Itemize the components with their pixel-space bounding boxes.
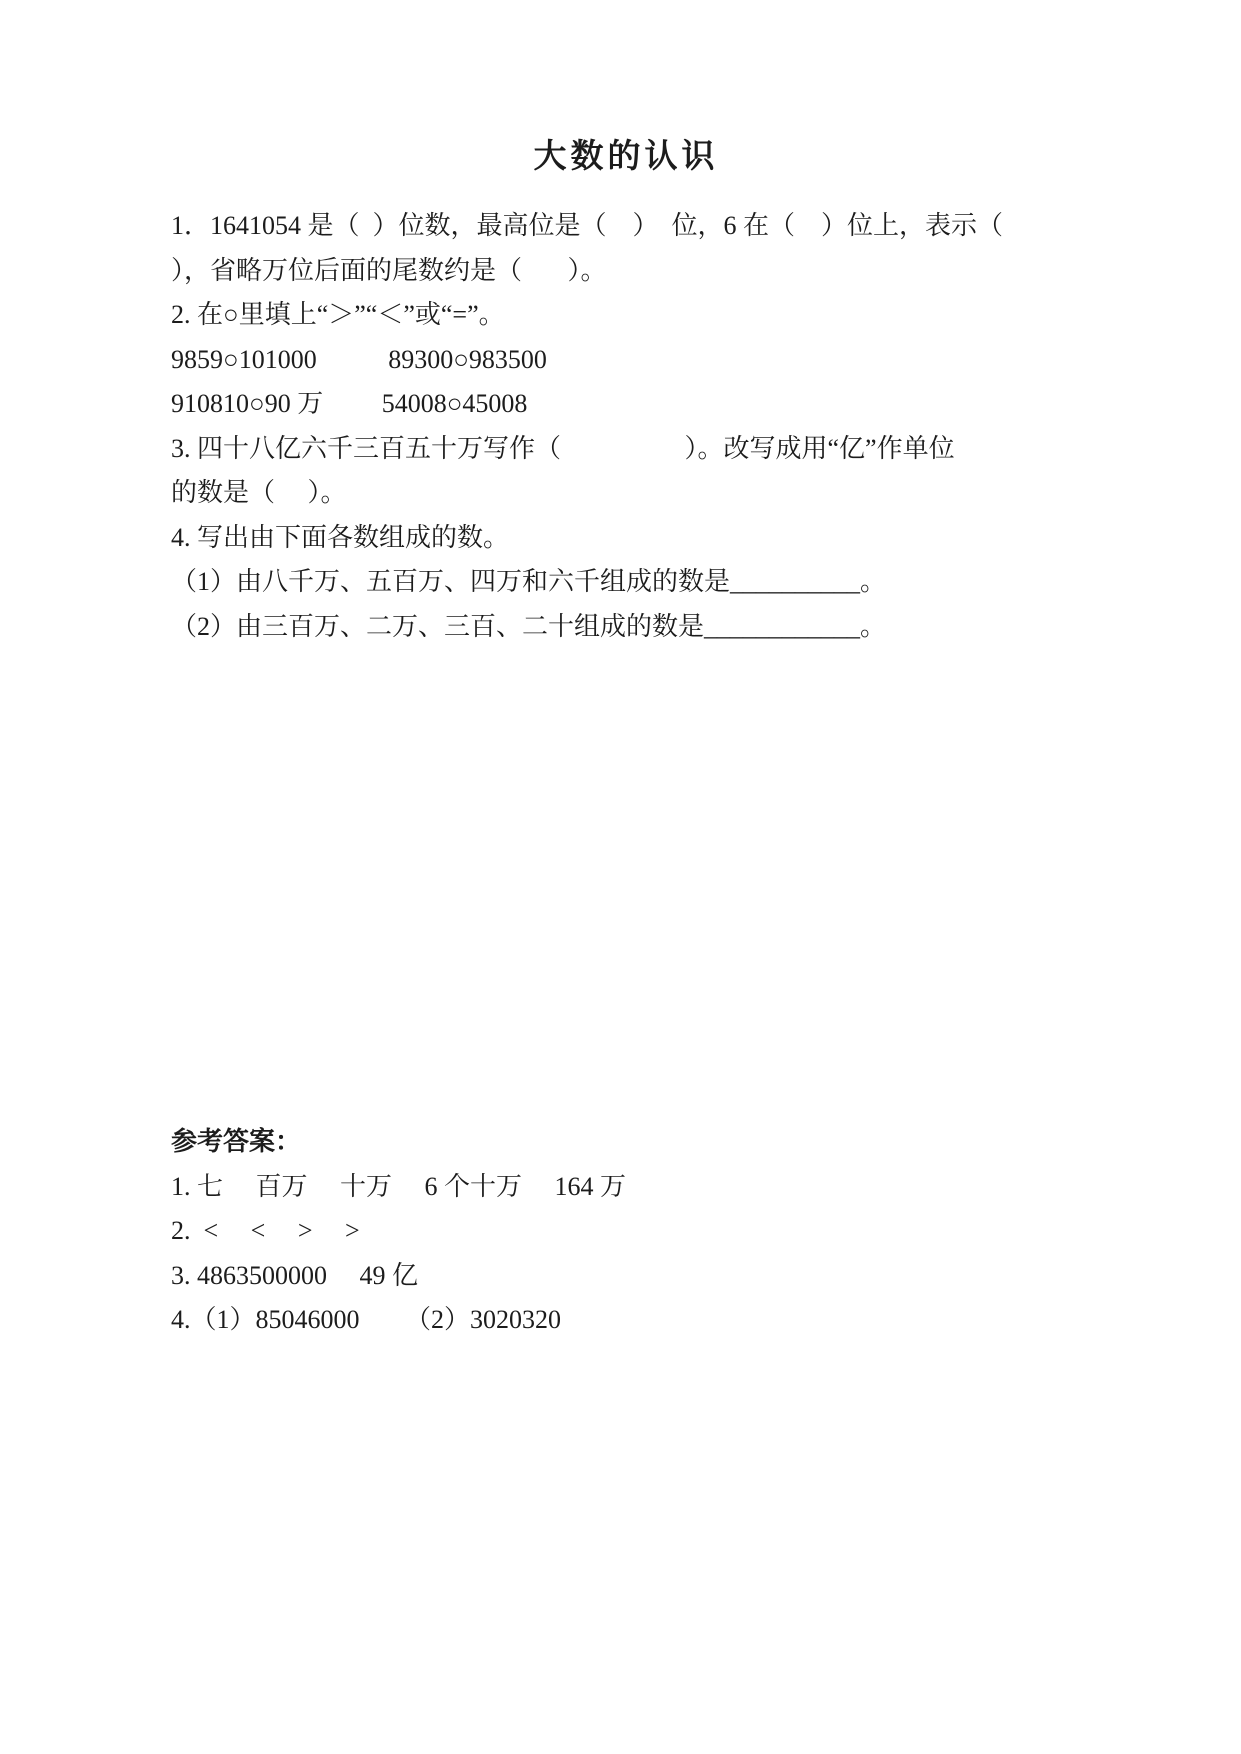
question-line: 910810○90 万 54008○45008 — [171, 389, 528, 418]
page-title: 大数的认识 — [533, 139, 719, 175]
question-line: 4. 写出由下面各数组成的数。 — [171, 522, 510, 552]
answer-line: 1. 七 百万 十万 6 个十万 164 万 — [171, 1171, 627, 1201]
answer-section — [171, 1120, 1081, 1343]
question-line: ），省略万位后面的尾数约是（ ）。 — [171, 255, 607, 285]
blank-gap — [171, 649, 1081, 1120]
answer-line: 3. 4863500000 49 亿 — [171, 1260, 419, 1290]
answer-line: 4.（1）85046000 （2）3020320 — [171, 1305, 562, 1334]
question-line: （2）由三百万、二万、三百、二十组成的数是____________。 — [171, 611, 887, 641]
question-line: 9859○101000 89300○983500 — [171, 344, 547, 374]
question-line: 的数是（ ）。 — [171, 478, 347, 507]
answers-heading: 参考答案： — [171, 1127, 302, 1156]
question-line: 1．1641054 是（ ）位数，最高位是（ ） 位，6 在（ ）位上，表示（ — [171, 211, 1004, 240]
question-line: （1）由八千万、五百万、四万和六千组成的数是__________。 — [171, 567, 887, 596]
question-section — [171, 204, 1081, 649]
question-line: 2. 在○里填上“＞”“＜”或“=”。 — [171, 300, 505, 329]
answer-line: 2. < < > > — [171, 1216, 360, 1245]
question-line: 3. 四十八亿六千三百五十万写作（ ）。改写成用“亿”作单位 — [171, 433, 955, 463]
